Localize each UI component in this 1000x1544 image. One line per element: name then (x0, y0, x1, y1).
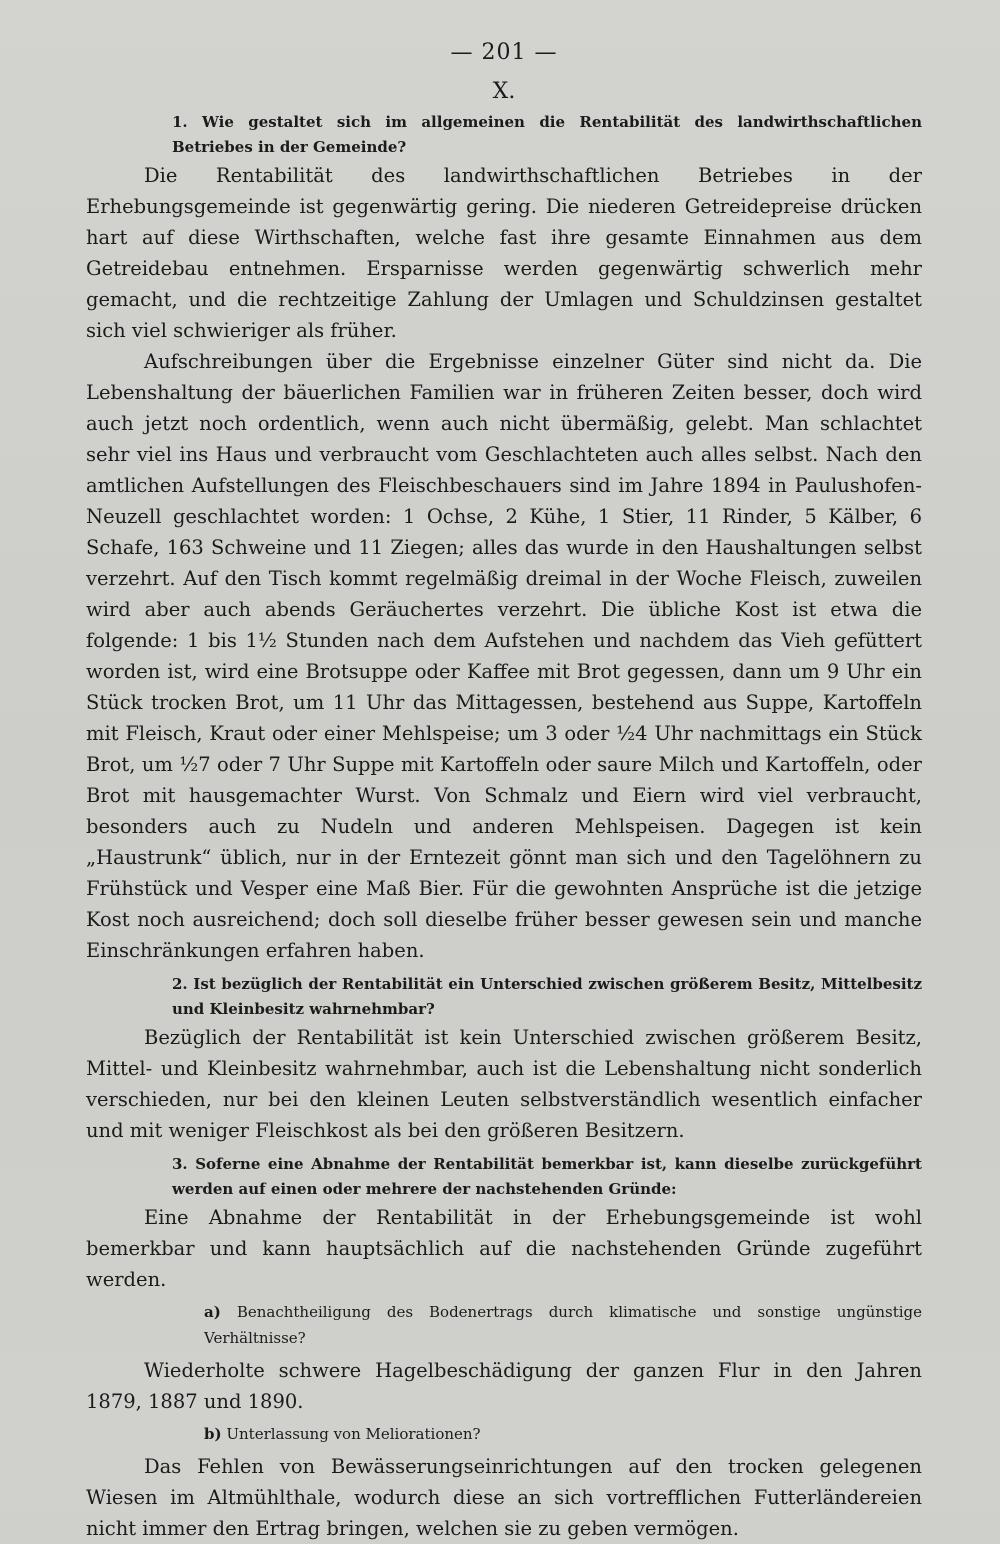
sub-question-a-text: Benachtheiligung des Bodenertrags durch klimatische und sonstige ungünstige Verhältnisse? (204, 1303, 922, 1347)
sub-question-a-label: a) (204, 1303, 221, 1321)
sub-answer-b: Das Fehlen von Bewässerungseinrichtungen auf den trocken gelegenen Wiesen im Altmühlthale, wodurch diese an sich vortrefflichen Futterländereien nicht immer den Ertrag bringen, welchen sie zu geben vermögen. (86, 1455, 922, 1540)
sub-answer-a: Wiederholte schwere Hagelbeschädigung der ganzen Flur in den Jahren 1879, 1887 und 1890. (86, 1359, 922, 1413)
question-2: 2. Ist bezüglich der Rentabilität ein Unterschied zwischen größerem Besitz, Mittelbesitz und Kleinbesitz wahrnehmbar? (172, 975, 922, 1018)
sub-question-a (86, 1299, 922, 1351)
sub-question-b-label: b) (204, 1425, 222, 1443)
chapter-heading: X. (492, 79, 516, 104)
answer-1-paragraph-1: Die Rentabilität des landwirthschaftlichen Betriebes in der Erhebungsgemeinde ist gegenwärtig gering. Die niederen Getreidepreise drücken hart auf diese Wirthschaften, welche fast ihre gesamte Einnahmen aus dem Getreidebau entnehmen. Ersparnisse werden gegenwärtig schwerlich mehr gemacht, und die rechtzeitige Zahlung der Umlagen und Schuldzinsen gestaltet sich viel schwieriger als früher. (86, 164, 922, 342)
question-3: 3. Soferne eine Abnahme der Rentabilität bemerkbar ist, kann dieselbe zurückgeführt werden auf einen oder mehrere der nachstehenden Gründe: (172, 1155, 922, 1198)
question-1: 1. Wie gestaltet sich im allgemeinen die Rentabilität des landwirthschaftlichen Betriebes in der Gemeinde? (172, 113, 922, 156)
answer-1-paragraph-2: Aufschreibungen über die Ergebnisse einzelner Güter sind nicht da. Die Lebenshaltung der bäuerlichen Familien war in früheren Zeiten besser, doch wird auch jetzt noch ordentlich, wenn auch nicht übermäßig, gelebt. Man schlachtet sehr viel ins Haus und verbraucht vom Geschlachteten auch alles selbst. Nach den amtlichen Aufstellungen des Fleischbeschauers sind im Jahre 1894 in Paulushofen-Neuzell geschlachtet worden: 1 Ochse, 2 Kühe, 1 Stier, 11 Rinder, 5 Kälber, 6 Schafe, 163 Schweine und 11 Ziegen; alles das wurde in den Haushaltungen selbst verzehrt. Auf den Tisch kommt regelmäßig dreimal in der Woche Fleisch, zuweilen wird aber auch abends Geräuchertes verzehrt. Die übliche Kost ist etwa die folgende: 1 bis 1½ Stunden nach dem Aufstehen und nachdem das Vieh gefüttert worden ist, wird eine Brotsuppe oder Kaffee mit Brot gegessen, dann um 9 Uhr ein Stück trocken Brot, um 11 Uhr das Mittagessen, bestehend aus Suppe, Kartoffeln mit Fleisch, Kraut oder einer Mehlspeise; um 3 oder ½4 Uhr nachmittags ein Stück Brot, um ½7 oder 7 Uhr Suppe mit Kartoffeln oder saure Milch und Kartoffeln, oder Brot mit hausgemachter Wurst. Von Schmalz und Eiern wird viel verbraucht, besonders auch zu Nudeln und anderen Mehlspeisen. Dagegen ist kein „Haustrunk“ üblich, nur in der Erntezeit gönnt man sich und den Tagelöhnern zu Frühstück und Vesper eine Maß Bier. Für die gewohnten Ansprüche ist die jetzige Kost noch ausreichend; doch soll dieselbe früher besser gewesen sein und manche Einschränkungen erfahren haben. (86, 350, 922, 962)
sub-question-b-text: Unterlassung von Meliorationen? (226, 1425, 481, 1443)
answer-3-paragraph: Eine Abnahme der Rentabilität in der Erhebungsgemeinde ist wohl bemerkbar und kann hauptsächlich auf die nachstehenden Gründe zugeführt werden. (86, 1206, 922, 1291)
sub-question-b (86, 1421, 922, 1447)
answer-2-paragraph: Bezüglich der Rentabilität ist kein Unterschied zwischen größerem Besitz, Mittel- und Kleinbesitz wahrnehmbar, auch ist die Lebenshaltung nicht sonderlich verschieden, nur bei den kleinen Leuten selbstverständlich wesentlich einfacher und mit weniger Fleischkost als bei den größeren Besitzern. (86, 1026, 922, 1142)
page-number: — 201 — (450, 40, 558, 65)
